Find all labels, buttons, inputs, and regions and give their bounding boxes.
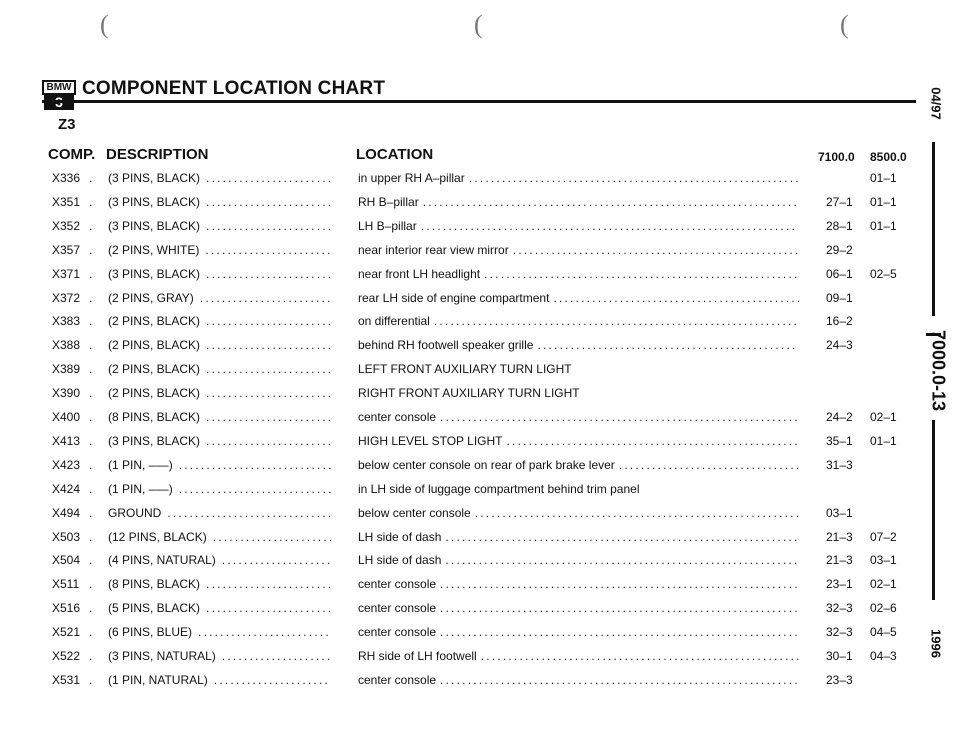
component-id: X503 (52, 529, 81, 544)
component-location: in upper RH A–pillar (358, 171, 465, 185)
ref-7100: 09–1 (826, 290, 853, 305)
leader-dot: . (89, 410, 93, 424)
table-row (0, 601, 920, 624)
table-row (0, 267, 920, 290)
component-id: X389 (52, 362, 81, 377)
component-description: (12 PINS, BLACK) (108, 529, 207, 544)
leader-dots: ....................... (205, 242, 333, 257)
component-description: (4 PINS, NATURAL) (108, 553, 216, 568)
leader-dots: ....................... (206, 266, 334, 281)
component-location: rear LH side of engine compartment (358, 290, 550, 305)
leader-dot: . (89, 625, 93, 640)
binding-mark-center: ( (474, 10, 483, 39)
component-id: X383 (52, 314, 81, 329)
component-location: below center console on rear of park brake lever (358, 457, 615, 472)
component-location: RH side of LH footwell (358, 649, 477, 663)
table-row (0, 171, 920, 194)
component-description: (8 PINS, BLACK) (108, 577, 201, 592)
ref-7100: 16–2 (826, 314, 853, 329)
document-number: 7000.0-13 (928, 329, 949, 412)
leader-dots: ........................ (198, 625, 331, 640)
leader-dots: .................................................... (512, 242, 801, 257)
component-description: (8 PINS, BLACK) (108, 410, 201, 424)
component-id: X423 (52, 457, 81, 472)
component-description: (3 PINS, BLACK) (108, 218, 201, 233)
leader-dot: . (89, 386, 93, 401)
leader-dots: ....................... (206, 601, 334, 616)
component-id: X413 (52, 433, 81, 448)
leader-dots: ............................ (178, 481, 334, 496)
ref-8500: 01–1 (870, 433, 897, 448)
leader-dots: ......................................................... (484, 266, 800, 281)
leader-dots: ...................... (212, 529, 335, 544)
component-id: X522 (52, 649, 81, 663)
leader-dots: ............................................. (553, 290, 803, 305)
table-row (0, 482, 920, 505)
leader-dot: . (89, 649, 93, 663)
table-row (0, 506, 920, 529)
leader-dots: ....................... (206, 362, 334, 377)
table-row (0, 553, 920, 576)
component-id: X371 (52, 266, 81, 281)
component-id: X351 (52, 194, 81, 209)
component-location: near interior rear view mirror (358, 242, 509, 257)
component-id: X424 (52, 481, 81, 496)
ref-7100: 24–3 (826, 338, 853, 353)
leader-dot: . (89, 338, 93, 353)
leader-dot: . (89, 314, 93, 329)
leader-dot: . (89, 529, 93, 544)
table-row (0, 458, 920, 481)
leader-dot: . (89, 601, 93, 616)
ref-7100: 29–2 (826, 242, 853, 257)
leader-dots: ....................... (206, 433, 334, 448)
ref-8500: 03–1 (870, 553, 897, 568)
leader-dots: ..................... (213, 672, 331, 687)
ref-7100: 03–1 (826, 505, 853, 520)
component-description: (3 PINS, BLACK) (108, 194, 201, 209)
component-location: below center console (358, 505, 471, 520)
component-location: LH side of dash (358, 553, 442, 568)
component-id: X494 (52, 505, 81, 520)
component-id: X511 (52, 577, 80, 592)
column-header-8500: 8500.0 (870, 150, 907, 164)
leader-dots: .............................. (167, 505, 334, 520)
component-location: on differential (358, 314, 430, 329)
column-header-7100: 7100.0 (818, 150, 855, 164)
component-description: (5 PINS, BLACK) (108, 601, 201, 616)
table-row (0, 243, 920, 266)
leader-dots: ........................................................... (474, 505, 802, 520)
component-location: center console (358, 625, 437, 640)
table-row (0, 625, 920, 648)
leader-dots: .................................................................... (420, 218, 798, 233)
leader-dots: ................................................................ (445, 529, 800, 544)
table-row (0, 195, 920, 218)
model-year: 1996 (928, 629, 944, 658)
model-label: Z3 (58, 116, 76, 133)
leader-dot: . (89, 577, 93, 592)
leader-dot: . (89, 266, 93, 281)
leader-dots: ....................... (206, 386, 334, 401)
ref-7100: 27–1 (826, 194, 853, 209)
ref-7100: 21–3 (826, 529, 853, 544)
component-id: X531 (52, 672, 81, 687)
leader-dot: . (89, 672, 93, 687)
component-location: LH B–pillar (358, 218, 417, 233)
component-location: RH B–pillar (358, 194, 419, 209)
component-description: (2 PINS, BLACK) (108, 314, 201, 329)
table-row (0, 362, 920, 385)
leader-dots: ............................................................ (468, 171, 801, 185)
leader-dots: ..................................................... (506, 433, 800, 448)
binding-mark-left: ( (100, 10, 109, 39)
component-location: center console (358, 601, 437, 616)
leader-dot: . (89, 457, 93, 472)
leader-dot: . (89, 290, 93, 305)
leader-dots: ....................... (206, 410, 334, 424)
component-description: (2 PINS, BLACK) (108, 386, 201, 401)
component-id: X336 (52, 171, 81, 185)
ref-7100: 21–3 (826, 553, 853, 568)
table-row (0, 434, 920, 457)
leader-dots: ....................... (206, 314, 334, 329)
component-id: X521 (52, 625, 81, 640)
component-description: (1 PIN, NATURAL) (108, 672, 208, 687)
ref-8500: 01–1 (870, 171, 897, 185)
table-row (0, 386, 920, 409)
component-id: X352 (52, 218, 81, 233)
leader-dot: . (89, 505, 93, 520)
component-description: (3 PINS, BLACK) (108, 433, 201, 448)
table-row (0, 649, 920, 672)
leader-dots: .................... (221, 649, 333, 663)
leader-dots: .......................................................... (480, 649, 802, 663)
component-location: near front LH headlight (358, 266, 481, 281)
leader-dots: .................................................................... (422, 194, 799, 209)
column-header-comp: COMP. (48, 146, 96, 163)
component-location: center console (358, 672, 437, 687)
component-id: X372 (52, 290, 81, 305)
revision-date: 04/97 (928, 87, 944, 120)
leader-dots: ............................................... (537, 338, 798, 353)
table-row (0, 577, 920, 600)
ref-8500: 02–6 (870, 601, 897, 616)
component-description: (6 PINS, BLUE) (108, 625, 193, 640)
bmw-logo: BMW (42, 80, 76, 95)
component-description: (2 PINS, WHITE) (108, 242, 200, 257)
leader-dots: ................................................................. (440, 601, 800, 616)
leader-dots: ....................... (206, 171, 334, 185)
leader-dots: .................... (221, 553, 333, 568)
leader-dot: . (89, 362, 93, 377)
component-location: in LH side of luggage compartment behind trim panel (358, 481, 640, 496)
table-row (0, 291, 920, 314)
ref-8500: 02–1 (870, 577, 897, 592)
leader-dots: ................................................................. (440, 410, 800, 424)
leader-dots: ....................... (206, 218, 334, 233)
table-row (0, 314, 920, 337)
ref-7100: 23–1 (826, 577, 853, 592)
leader-dots: ................................................................. (440, 672, 800, 687)
component-location: center console (358, 577, 437, 592)
ref-7100: 35–1 (826, 433, 853, 448)
ref-8500: 04–5 (870, 625, 897, 640)
component-id: X390 (52, 386, 81, 401)
component-description: (2 PINS, BLACK) (108, 362, 201, 377)
margin-rule-top (932, 142, 935, 316)
ref-7100: 24–2 (826, 410, 853, 424)
ref-7100: 31–3 (826, 457, 853, 472)
ref-7100: 23–3 (826, 672, 853, 687)
table-row (0, 530, 920, 553)
component-location: LH side of dash (358, 529, 442, 544)
component-description: GROUND (108, 505, 162, 520)
ref-7100: 32–3 (826, 601, 853, 616)
ref-7100: 28–1 (826, 218, 853, 233)
page-title: COMPONENT LOCATION CHART (82, 78, 386, 99)
component-location: HIGH LEVEL STOP LIGHT (358, 433, 503, 448)
ref-7100: 32–3 (826, 625, 853, 640)
leader-dot: . (89, 242, 93, 257)
margin-rule-bottom (932, 420, 935, 600)
component-id: X357 (52, 242, 81, 257)
component-id: X400 (52, 410, 81, 424)
component-location: RIGHT FRONT AUXILIARY TURN LIGHT (358, 386, 580, 401)
component-description: (3 PINS, NATURAL) (108, 649, 216, 663)
leader-dots: ................................................................. (440, 625, 800, 640)
leader-dots: .................................................................. (433, 314, 800, 329)
leader-dots: ....................... (206, 577, 334, 592)
ref-8500: 07–2 (870, 529, 897, 544)
title-divider (42, 100, 916, 103)
leader-dots: ................................................................. (440, 577, 800, 592)
component-description: (2 PINS, GRAY) (108, 290, 194, 305)
table-row (0, 338, 920, 361)
leader-dots: ....................... (206, 194, 334, 209)
component-description: (3 PINS, BLACK) (108, 266, 201, 281)
component-description: (3 PINS, BLACK) (108, 171, 201, 185)
component-id: X516 (52, 601, 81, 616)
binding-mark-right: ( (840, 10, 849, 39)
leader-dots: ................................................................ (445, 553, 800, 568)
leader-dot: . (89, 481, 93, 496)
column-header-location: LOCATION (356, 146, 434, 163)
ref-8500: 01–1 (870, 194, 897, 209)
component-location: center console (358, 410, 437, 424)
leader-dots: ................................. (618, 457, 802, 472)
ref-8500: 01–1 (870, 218, 897, 233)
leader-dot: . (89, 171, 93, 185)
component-location: LEFT FRONT AUXILIARY TURN LIGHT (358, 362, 572, 377)
ref-8500: 02–1 (870, 410, 897, 424)
leader-dots: ........................ (199, 290, 333, 305)
column-header-description: DESCRIPTION (106, 146, 209, 163)
ref-7100: 06–1 (826, 266, 853, 281)
table-row (0, 410, 920, 433)
component-id: X504 (52, 553, 81, 568)
leader-dots: ....................... (206, 338, 334, 353)
component-description: (1 PIN, –––) (108, 457, 173, 472)
table-row (0, 219, 920, 242)
leader-dot: . (89, 194, 93, 209)
component-id: X388 (52, 338, 81, 353)
table-row (0, 673, 920, 696)
component-location: behind RH footwell speaker grille (358, 338, 534, 353)
ref-8500: 04–3 (870, 649, 897, 663)
leader-dot: . (89, 433, 93, 448)
leader-dots: ............................ (178, 457, 334, 472)
ref-7100: 30–1 (826, 649, 853, 663)
leader-dot: . (89, 218, 93, 233)
component-description: (2 PINS, BLACK) (108, 338, 201, 353)
ref-8500: 02–5 (870, 266, 897, 281)
leader-dot: . (89, 553, 93, 568)
component-description: (1 PIN, –––) (108, 481, 173, 496)
